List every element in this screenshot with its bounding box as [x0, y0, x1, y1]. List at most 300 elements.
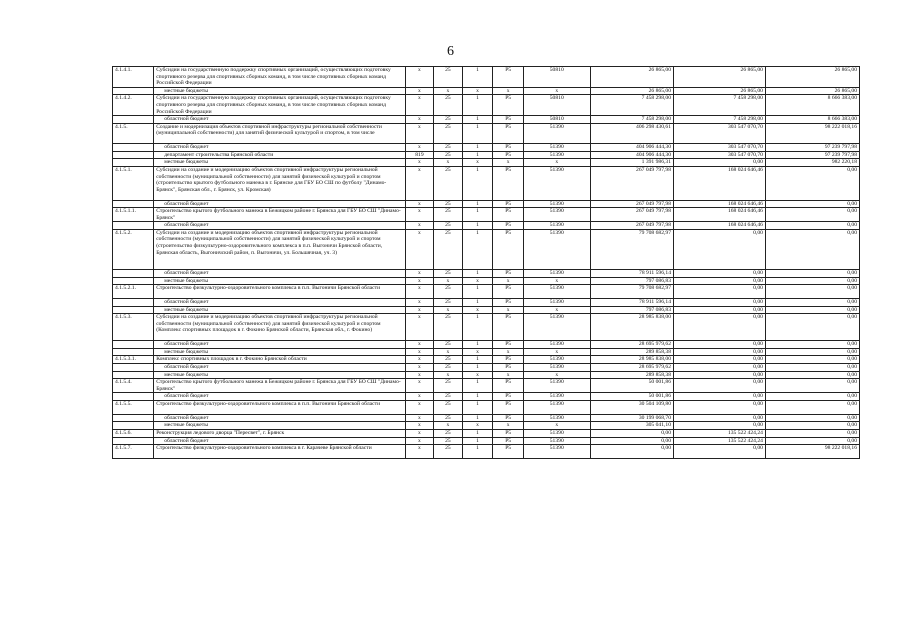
cell-d: Р5 — [493, 270, 524, 278]
cell-name: местные бюджеты — [154, 277, 405, 285]
cell-e: х — [523, 277, 590, 285]
table-row — [113, 414, 860, 422]
table-row — [113, 123, 860, 143]
cell-v3: 0,00 — [765, 429, 859, 437]
cell-v1: 404 906 444,30 — [590, 144, 673, 152]
cell-b: 25 — [434, 200, 463, 208]
cell-e: 51390 — [523, 364, 590, 372]
cell-d: Р5 — [493, 95, 524, 116]
cell-v2: 0,00 — [674, 401, 766, 415]
cell-name: Субсидии на государственную поддержку спортивных организаций, осуществляющих подготовку спортивного резерва для спортивных сборных команд, в том числе спортивных сборных команд Российской Федерации — [154, 95, 405, 116]
cell-name: Строительство физкультурно-оздоровительного комплекса в п.п. Выгоничи Брянской области — [154, 285, 405, 299]
cell-v1: 289 858,38 — [590, 348, 673, 356]
table-row — [113, 270, 860, 278]
cell-v1: 406 298 430,61 — [590, 123, 673, 143]
cell-v3: 0,00 — [765, 222, 859, 230]
cell-v2: 303 547 070,70 — [674, 144, 766, 152]
cell-e: 51390 — [523, 414, 590, 422]
cell-c: 1 — [462, 429, 493, 437]
cell-c: х — [462, 159, 493, 167]
cell-d: х — [493, 159, 524, 167]
table-row — [113, 437, 860, 445]
cell-a: х — [405, 356, 434, 364]
cell-e: 51390 — [523, 270, 590, 278]
cell-v2: 0,00 — [674, 159, 766, 167]
cell-id — [113, 151, 154, 159]
cell-e: 51390 — [523, 229, 590, 269]
cell-b: 25 — [434, 151, 463, 159]
cell-name: областной бюджет — [154, 116, 405, 124]
table-row — [113, 379, 860, 393]
cell-b: 25 — [434, 229, 463, 269]
cell-e: 51390 — [523, 222, 590, 230]
cell-d: Р5 — [493, 144, 524, 152]
cell-e: 51390 — [523, 401, 590, 415]
cell-b: 25 — [434, 341, 463, 349]
table-row — [113, 222, 860, 230]
cell-b: 25 — [434, 166, 463, 200]
cell-b: 25 — [434, 393, 463, 401]
cell-v2: 0,00 — [674, 445, 766, 459]
cell-b: х — [434, 306, 463, 314]
cell-d: Р5 — [493, 393, 524, 401]
table-row — [113, 356, 860, 364]
cell-d: Р5 — [493, 356, 524, 364]
cell-d: Р5 — [493, 229, 524, 269]
cell-e: 50810 — [523, 67, 590, 88]
cell-d: Р5 — [493, 364, 524, 372]
cell-c: х — [462, 348, 493, 356]
cell-d: Р5 — [493, 151, 524, 159]
cell-id: 4.1.5.5. — [113, 401, 154, 415]
cell-d: Р5 — [493, 123, 524, 143]
cell-e: 51390 — [523, 341, 590, 349]
cell-v1: 7 458 298,00 — [590, 95, 673, 116]
cell-v2: 7 458 298,00 — [674, 95, 766, 116]
cell-v2: 0,00 — [674, 371, 766, 379]
cell-b: 25 — [434, 116, 463, 124]
cell-b: 25 — [434, 67, 463, 88]
cell-v3: 0,00 — [765, 414, 859, 422]
cell-b: х — [434, 277, 463, 285]
cell-d: х — [493, 277, 524, 285]
cell-a: х — [405, 285, 434, 299]
cell-a: х — [405, 379, 434, 393]
cell-a: х — [405, 314, 434, 341]
cell-a: х — [405, 341, 434, 349]
cell-v2: 135 522 424,24 — [674, 429, 766, 437]
cell-id — [113, 200, 154, 208]
cell-c: х — [462, 306, 493, 314]
cell-name: Субсидии на создание и модернизацию объектов спортивной инфраструктуры региональной собственности (муниципальной собственности) для занятий физической культурой и спортом (строительство физкультурно-оздоровительного комплекса в п.п. Выгоничи Брянской области, Брянская область, Выгоничский район, п. Выгоничи, ул. Большячная, уч. 3) — [154, 229, 405, 269]
cell-v3: 0,00 — [765, 364, 859, 372]
cell-v1: 78 911 596,14 — [590, 270, 673, 278]
cell-e: х — [523, 306, 590, 314]
cell-a: х — [405, 200, 434, 208]
cell-e: х — [523, 422, 590, 430]
cell-b: 25 — [434, 379, 463, 393]
cell-a: х — [405, 422, 434, 430]
cell-c: 1 — [462, 445, 493, 459]
cell-d: Р5 — [493, 414, 524, 422]
cell-v3: 0,00 — [765, 314, 859, 341]
cell-c: 1 — [462, 299, 493, 307]
cell-a: х — [405, 277, 434, 285]
cell-e: 51390 — [523, 314, 590, 341]
cell-v2: 0,00 — [674, 277, 766, 285]
cell-v2: 0,00 — [674, 356, 766, 364]
cell-c: 1 — [462, 208, 493, 222]
cell-d: х — [493, 306, 524, 314]
cell-name: областной бюджет — [154, 270, 405, 278]
cell-v1: 267 049 797,98 — [590, 208, 673, 222]
cell-e: 51390 — [523, 429, 590, 437]
cell-c: х — [462, 371, 493, 379]
cell-d: Р5 — [493, 341, 524, 349]
cell-id: 4.1.5.2.1. — [113, 285, 154, 299]
cell-e: 51390 — [523, 379, 590, 393]
table-row — [113, 87, 860, 95]
cell-v2: 7 458 298,00 — [674, 116, 766, 124]
cell-v1: 267 049 797,98 — [590, 166, 673, 200]
cell-a: х — [405, 306, 434, 314]
cell-v3: 97 239 797,98 — [765, 151, 859, 159]
cell-v3: 8 666 383,00 — [765, 116, 859, 124]
cell-e: 51390 — [523, 208, 590, 222]
cell-id — [113, 277, 154, 285]
cell-id — [113, 422, 154, 430]
cell-a: х — [405, 348, 434, 356]
cell-b: 25 — [434, 437, 463, 445]
cell-v1: 7 458 298,00 — [590, 116, 673, 124]
cell-id — [113, 341, 154, 349]
cell-v3: 0,00 — [765, 166, 859, 200]
cell-v3: 0,00 — [765, 371, 859, 379]
cell-a: х — [405, 222, 434, 230]
cell-a: х — [405, 208, 434, 222]
cell-d: х — [493, 422, 524, 430]
cell-c: х — [462, 277, 493, 285]
cell-b: 25 — [434, 314, 463, 341]
cell-v1: 26 865,00 — [590, 87, 673, 95]
cell-a: х — [405, 371, 434, 379]
cell-b: 25 — [434, 356, 463, 364]
cell-a: х — [405, 95, 434, 116]
cell-b: 25 — [434, 208, 463, 222]
cell-v3: 0,00 — [765, 285, 859, 299]
cell-b: 25 — [434, 123, 463, 143]
cell-v1: 267 049 797,98 — [590, 222, 673, 230]
cell-b: 25 — [434, 285, 463, 299]
cell-id: 4.1.4.2. — [113, 95, 154, 116]
cell-d: Р5 — [493, 445, 524, 459]
cell-name: областной бюджет — [154, 144, 405, 152]
cell-b: 25 — [434, 414, 463, 422]
cell-c: 1 — [462, 379, 493, 393]
cell-v3: 98 222 018,16 — [765, 445, 859, 459]
cell-id: 4.1.4.1. — [113, 67, 154, 88]
cell-name: местные бюджеты — [154, 348, 405, 356]
cell-e: 51390 — [523, 144, 590, 152]
cell-v2: 0,00 — [674, 285, 766, 299]
cell-d: Р5 — [493, 222, 524, 230]
cell-id — [113, 116, 154, 124]
cell-v3: 8 666 383,00 — [765, 95, 859, 116]
cell-b: 25 — [434, 270, 463, 278]
table-row — [113, 116, 860, 124]
table-row — [113, 285, 860, 299]
cell-d: х — [493, 371, 524, 379]
cell-a: х — [405, 229, 434, 269]
cell-a: х — [405, 364, 434, 372]
cell-e: 51390 — [523, 299, 590, 307]
cell-id — [113, 222, 154, 230]
cell-c: 1 — [462, 437, 493, 445]
cell-a: х — [405, 116, 434, 124]
cell-c: 1 — [462, 401, 493, 415]
cell-e: 51390 — [523, 393, 590, 401]
cell-v3: 0,00 — [765, 341, 859, 349]
cell-v2: 0,00 — [674, 270, 766, 278]
cell-v2: 0,00 — [674, 364, 766, 372]
table-row — [113, 364, 860, 372]
cell-c: 1 — [462, 166, 493, 200]
table-row — [113, 95, 860, 116]
cell-d: Р5 — [493, 437, 524, 445]
cell-c: 1 — [462, 414, 493, 422]
table-row — [113, 401, 860, 415]
cell-v2: 0,00 — [674, 379, 766, 393]
cell-id — [113, 87, 154, 95]
table-row — [113, 341, 860, 349]
cell-id — [113, 270, 154, 278]
cell-b: х — [434, 159, 463, 167]
cell-e: 51390 — [523, 437, 590, 445]
cell-name: Строительство физкультурно-оздоровительного комплекса в п.п. Выгоничи Брянской области — [154, 401, 405, 415]
cell-v1: 267 049 797,98 — [590, 200, 673, 208]
cell-c: 1 — [462, 393, 493, 401]
cell-v3: 0,00 — [765, 299, 859, 307]
cell-a: х — [405, 67, 434, 88]
cell-id — [113, 144, 154, 152]
cell-v3: 0,00 — [765, 393, 859, 401]
cell-name: Комплекс спортивных площадок в г. Фокино Брянской области — [154, 356, 405, 364]
cell-b: х — [434, 422, 463, 430]
cell-v1: 0,00 — [590, 429, 673, 437]
cell-v1: 0,00 — [590, 437, 673, 445]
cell-c: 1 — [462, 285, 493, 299]
cell-name: Субсидии на создание и модернизацию объектов спортивной инфраструктуры региональной собственности (муниципальной собственности) для занятий физической культурой и спортом (Комплекс спортивных площадок в г. Фокино Брянской области, Брянская обл., г. Фокино) — [154, 314, 405, 341]
cell-d: Р5 — [493, 401, 524, 415]
cell-name: областной бюджет — [154, 299, 405, 307]
cell-b: 25 — [434, 222, 463, 230]
cell-id — [113, 348, 154, 356]
cell-v1: 28 695 979,62 — [590, 341, 673, 349]
cell-v2: 303 547 070,70 — [674, 123, 766, 143]
cell-v2: 0,00 — [674, 299, 766, 307]
cell-v1: 79 708 682,97 — [590, 229, 673, 269]
cell-v3: 0,00 — [765, 356, 859, 364]
cell-v1: 79 708 682,97 — [590, 285, 673, 299]
table-row — [113, 299, 860, 307]
table-row — [113, 445, 860, 459]
cell-a: х — [405, 144, 434, 152]
cell-a: 819 — [405, 151, 434, 159]
table-row — [113, 371, 860, 379]
cell-a: х — [405, 401, 434, 415]
cell-name: Строительство физкультурно-оздоровительного комплекса в г. Карачеве Брянской области — [154, 445, 405, 459]
cell-e: х — [523, 87, 590, 95]
cell-c: 1 — [462, 67, 493, 88]
cell-e: 51390 — [523, 445, 590, 459]
cell-e: 50810 — [523, 116, 590, 124]
cell-a: х — [405, 445, 434, 459]
table-row — [113, 200, 860, 208]
cell-e: х — [523, 371, 590, 379]
cell-c: 1 — [462, 229, 493, 269]
cell-id: 4.1.5. — [113, 123, 154, 143]
cell-b: 25 — [434, 401, 463, 415]
page-number: 6 — [447, 44, 454, 59]
table-row — [113, 208, 860, 222]
cell-name: областной бюджет — [154, 393, 405, 401]
table-row — [113, 151, 860, 159]
cell-v2: 0,00 — [674, 229, 766, 269]
cell-v1: 0,00 — [590, 445, 673, 459]
cell-c: х — [462, 87, 493, 95]
cell-v3: 26 865,00 — [765, 67, 859, 88]
cell-e: 51390 — [523, 151, 590, 159]
cell-name: местные бюджеты — [154, 87, 405, 95]
cell-v3: 0,00 — [765, 379, 859, 393]
cell-v2: 0,00 — [674, 422, 766, 430]
cell-d: Р5 — [493, 379, 524, 393]
cell-v3: 0,00 — [765, 208, 859, 222]
cell-name: областной бюджет — [154, 341, 405, 349]
cell-name: Строительство крытого футбольного манежа в Бежицком районе г. Брянска для ГБУ БО СШ "Динамо-Брянск" — [154, 379, 405, 393]
cell-e: 51390 — [523, 200, 590, 208]
cell-c: 1 — [462, 341, 493, 349]
cell-v3: 0,00 — [765, 348, 859, 356]
cell-d: Р5 — [493, 208, 524, 222]
cell-v1: 28 985 838,00 — [590, 356, 673, 364]
cell-name: Субсидии на государственную поддержку спортивных организаций, осуществляющих подготовку спортивного резерва для спортивных сборных команд, в том числе спортивных сборных команд Российской Федерации — [154, 67, 405, 88]
table-row — [113, 348, 860, 356]
cell-c: х — [462, 422, 493, 430]
cell-v3: 982 220,18 — [765, 159, 859, 167]
cell-c: 1 — [462, 151, 493, 159]
cell-name: местные бюджеты — [154, 371, 405, 379]
cell-a: х — [405, 437, 434, 445]
cell-e: 51390 — [523, 166, 590, 200]
cell-id: 4.1.5.2. — [113, 229, 154, 269]
cell-v3: 0,00 — [765, 270, 859, 278]
table-row — [113, 166, 860, 200]
cell-v2: 168 024 646,46 — [674, 200, 766, 208]
cell-b: х — [434, 371, 463, 379]
cell-a: х — [405, 270, 434, 278]
cell-d: Р5 — [493, 200, 524, 208]
cell-v1: 305 041,10 — [590, 422, 673, 430]
cell-b: х — [434, 87, 463, 95]
cell-v2: 0,00 — [674, 348, 766, 356]
cell-name: областной бюджет — [154, 200, 405, 208]
cell-a: х — [405, 414, 434, 422]
cell-v2: 26 865,00 — [674, 67, 766, 88]
budget-table-body — [113, 67, 860, 459]
cell-v1: 797 086,83 — [590, 277, 673, 285]
cell-v1: 28 985 838,00 — [590, 314, 673, 341]
cell-a: х — [405, 429, 434, 437]
cell-v3: 97 239 797,98 — [765, 144, 859, 152]
cell-v2: 0,00 — [674, 314, 766, 341]
cell-v1: 30 504 109,80 — [590, 401, 673, 415]
cell-d: х — [493, 348, 524, 356]
table-row — [113, 277, 860, 285]
cell-a: х — [405, 159, 434, 167]
cell-name: Реконструкция ледового дворца "Пересвет", г. Брянск — [154, 429, 405, 437]
cell-b: 25 — [434, 144, 463, 152]
table-row — [113, 159, 860, 167]
cell-v3: 0,00 — [765, 437, 859, 445]
table-row — [113, 429, 860, 437]
cell-v2: 303 547 070,70 — [674, 151, 766, 159]
table-row — [113, 422, 860, 430]
cell-v2: 0,00 — [674, 306, 766, 314]
cell-v1: 30 199 068,70 — [590, 414, 673, 422]
table-row — [113, 393, 860, 401]
cell-v1: 78 911 596,14 — [590, 299, 673, 307]
cell-v2: 0,00 — [674, 341, 766, 349]
cell-d: Р5 — [493, 116, 524, 124]
cell-id: 4.1.5.6. — [113, 429, 154, 437]
cell-b: х — [434, 348, 463, 356]
cell-a: х — [405, 299, 434, 307]
cell-d: х — [493, 87, 524, 95]
cell-e: 51390 — [523, 285, 590, 299]
cell-id: 4.1.5.7. — [113, 445, 154, 459]
cell-d: Р5 — [493, 299, 524, 307]
cell-name: Строительство крытого футбольного манежа в Бежицком районе г. Брянска для ГБУ БО СШ "Динамо-Брянск" — [154, 208, 405, 222]
cell-d: Р5 — [493, 166, 524, 200]
table-row — [113, 67, 860, 88]
cell-v3: 0,00 — [765, 200, 859, 208]
cell-c: 1 — [462, 314, 493, 341]
cell-a: х — [405, 87, 434, 95]
cell-name: местные бюджеты — [154, 422, 405, 430]
cell-v3: 0,00 — [765, 401, 859, 415]
cell-c: 1 — [462, 270, 493, 278]
cell-b: 25 — [434, 95, 463, 116]
cell-v2: 0,00 — [674, 393, 766, 401]
cell-c: 1 — [462, 364, 493, 372]
cell-v3: 0,00 — [765, 277, 859, 285]
cell-name: местные бюджеты — [154, 306, 405, 314]
cell-v3: 26 865,00 — [765, 87, 859, 95]
cell-id — [113, 393, 154, 401]
cell-v3: 98 222 018,16 — [765, 123, 859, 143]
cell-e: 51390 — [523, 123, 590, 143]
cell-d: Р5 — [493, 314, 524, 341]
cell-v2: 135 522 424,24 — [674, 437, 766, 445]
cell-v1: 50 001,86 — [590, 393, 673, 401]
cell-v2: 168 024 646,46 — [674, 222, 766, 230]
cell-c: 1 — [462, 356, 493, 364]
cell-name: областной бюджет — [154, 222, 405, 230]
table-row — [113, 229, 860, 269]
cell-b: 25 — [434, 429, 463, 437]
table-row — [113, 144, 860, 152]
